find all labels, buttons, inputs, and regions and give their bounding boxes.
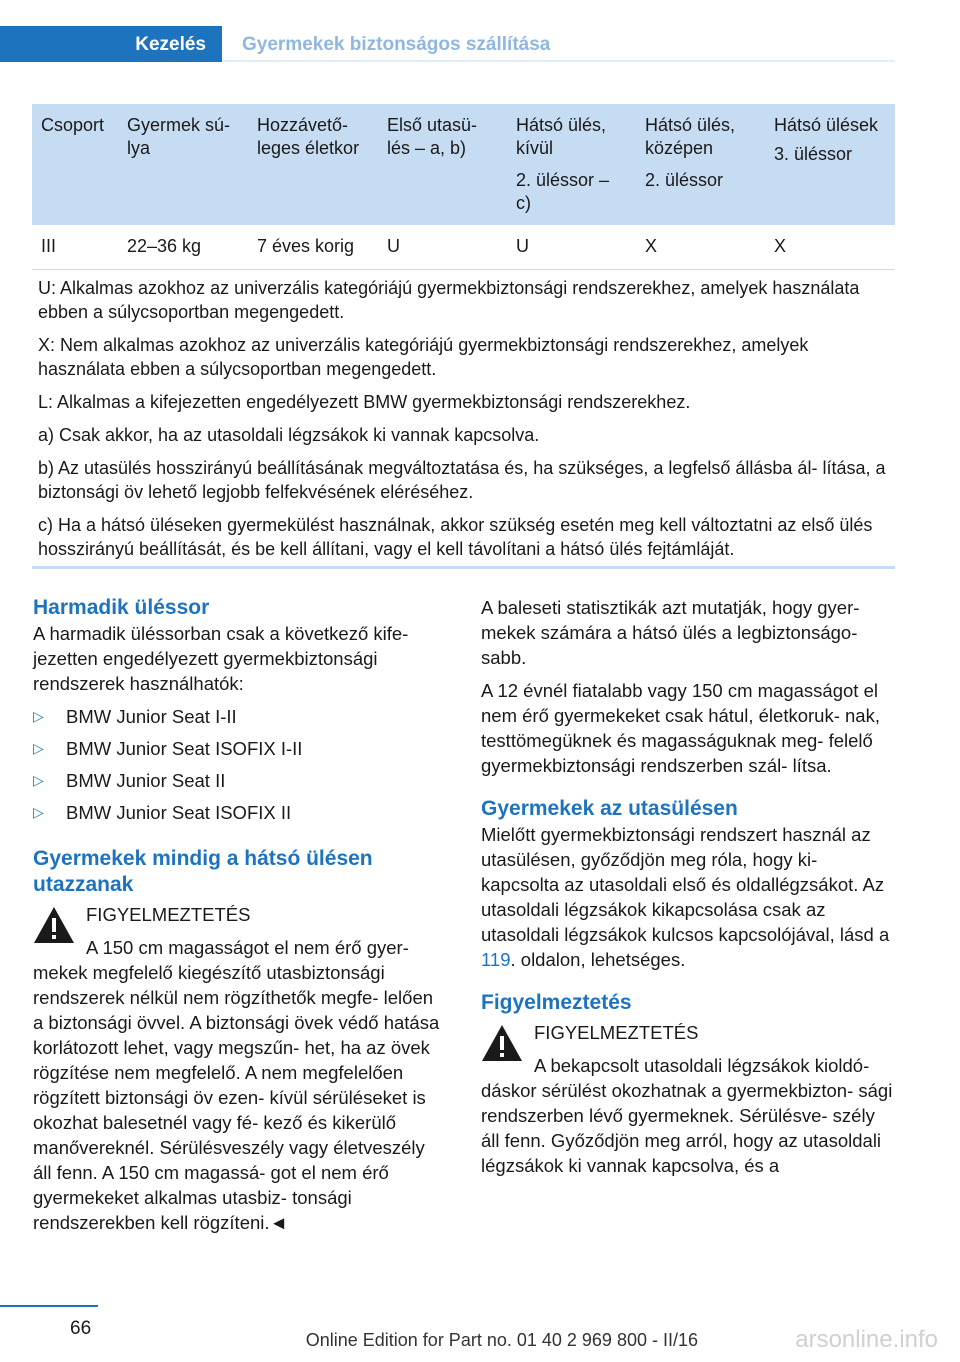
header-text: Gyermek sú‐ lya — [127, 115, 231, 158]
table-cell: X — [765, 225, 895, 270]
page-header — [0, 26, 895, 62]
section-heading: Harmadik üléssor — [33, 596, 210, 619]
paragraph: A 12 évnél fiatalabb vagy 150 cm magasságot el nem érő gyermekeket csak hátul, életkoruk‐ nak, testtömegüknek és magasságuknak meg‐ felelő gyermekbiztonsági rendszerben szál‐ lítsa. — [481, 680, 880, 776]
table-cell: 22–36 kg — [118, 225, 248, 270]
section-tab — [0, 26, 222, 62]
triangle-bullet-icon: ▷ — [33, 772, 44, 788]
table-header-cell — [118, 104, 248, 225]
table-note: L: Alkalmas a kifejezetten engedélyezett BMW gyermekbiztonsági rendszerekhez. — [38, 392, 691, 412]
warning-body: mekek megfelelő kiegészítő utasbiztonsági rendszerek nélkül nem rögzíthetők megfe‐ lelően a biztonsági övvel. A biztonsági övek védő hatása korlátozott lehet, vagy megszűn‐ het, ha az övek rögzítése nem megfelelő. A nem megfelelően rögzített biztonsági öv ezen‐ kívül sérüléseket is okozhat balesetnél vagy fé‐ kező és kikerülő manővereknél. Sérülésveszély vagy életveszély áll fenn. A 150 cm magassá‐ got el nem érő gyermekeket alkalmas utasbiz‐ tonsági rendszerekben kell rögzíteni. — [33, 962, 440, 1233]
paragraph-text: . oldalon, lehetséges. — [510, 949, 686, 970]
section-heading: Figyelmeztetés — [481, 991, 632, 1014]
page-number-rule — [0, 1305, 98, 1307]
warning-first-line: A 150 cm magasságot el nem érő gyer‐ — [86, 937, 409, 958]
table-note: b) Az utasülés hosszirányú beállításának megváltoztatása és, ha szükséges, a legfelső állásba ál‐ lítása, a biztonsági öv lehető legjobb felfekvésének eléréséhez. — [38, 458, 886, 502]
warning-triangle-icon — [481, 1024, 523, 1062]
warning-block — [33, 902, 448, 1235]
triangle-bullet-icon: ▷ — [33, 740, 44, 756]
page-number: 66 — [70, 1318, 92, 1339]
divider — [32, 566, 895, 569]
table-note: X: Nem alkalmas azokhoz az univerzális kategóriájú gyermekbiztonsági rendszerekhez, amelyek használata ebben a súlycsoportban megengedett. — [38, 335, 809, 379]
table-notes — [38, 276, 890, 570]
left-column — [33, 595, 448, 1235]
list-item — [33, 768, 448, 800]
table-header-cell — [636, 104, 765, 225]
paragraph-text: Mielőtt gyermekbiztonsági rendszert használ az utasülésen, győződjön meg róla, hogy ki‐ kapcsolta az utasoldali első és oldallégzsákot. Az utasoldali légzsákok kikapcsolása csak az utasoldali légzsákok kulcsos kapcsolójával, lásd a — [481, 824, 890, 945]
page-reference-link[interactable]: 119 — [481, 949, 511, 970]
header-text: Hozzávető‐ leges életkor — [257, 115, 360, 158]
end-mark: ◄ — [269, 1212, 288, 1233]
list-item — [33, 800, 448, 832]
table-header-cell — [248, 104, 378, 225]
list-item-text: BMW Junior Seat I-II — [66, 706, 237, 727]
table-header-row — [32, 104, 895, 225]
section-label: Kezelés — [135, 34, 206, 55]
header-subtext: 2. üléssor – c) — [516, 170, 610, 213]
table-header-cell — [507, 104, 636, 225]
subsection-label: Gyermekek biztonságos szállítása — [242, 34, 551, 55]
watermark: arsonline.info — [795, 1326, 938, 1353]
table-header-cell — [32, 104, 118, 225]
warning-title: FIGYELMEZTETÉS — [534, 1022, 699, 1043]
list-item-text: BMW Junior Seat ISOFIX I-II — [66, 738, 303, 759]
list-item-text: BMW Junior Seat ISOFIX II — [66, 802, 292, 823]
table-note: a) Csak akkor, ha az utasoldali légzsákok ki vannak kapcsolva. — [38, 425, 540, 445]
header-text: Hátsó ülés, középen — [645, 115, 736, 158]
header-subtext: 2. üléssor — [645, 170, 724, 190]
header-text: Hátsó ülések — [774, 115, 879, 135]
table-header-cell — [765, 104, 895, 225]
table-note: c) Ha a hátsó üléseken gyermekülést használnak, akkor szükség esetén meg kell változtatni az első ülés hosszirányú beállítását, és be kell állítani, vagy el kell távolítani a hátsó ülés fejtámláját. — [38, 515, 873, 559]
paragraph: A baleseti statisztikák azt mutatják, hogy gyer‐ mekek számára a hátsó ülés a legbiztonságo‐ sabb. — [481, 597, 860, 668]
triangle-bullet-icon: ▷ — [33, 804, 44, 820]
section-heading: Gyermekek mindig a hátsó ülésen utazzanak — [33, 847, 373, 896]
warning-text — [33, 960, 448, 1235]
warning-first-line: A bekapcsolt utasoldali légzsákok kioldó‐ — [534, 1055, 870, 1076]
table-cell: 7 éves korig — [248, 225, 378, 270]
table-header-cell — [378, 104, 507, 225]
table-cell: X — [636, 225, 765, 270]
child-seat-table — [32, 104, 895, 270]
section-heading: Gyermekek az utasülésen — [481, 797, 738, 820]
table-note: U: Alkalmas azokhoz az univerzális kategóriájú gyermekbiztonsági rendszerekhez, amelyek használata ebben a súlycsoportban megengedett. — [38, 278, 860, 322]
triangle-bullet-icon: ▷ — [33, 708, 44, 724]
warning-text: dáskor sérülést okozhatnak a gyermekbizton‐ sági rendszerben lévő gyermeknek. Sérülésve‐ szély áll fenn. Győződjön meg arról, hogy az utasoldali légzsákok ki vannak kapcsolva, és a — [481, 1080, 893, 1176]
edition-footer: Online Edition for Part no. 01 40 2 969 800 - II/16 — [305, 1330, 698, 1350]
seat-list — [33, 704, 448, 832]
warning-title: FIGYELMEZTETÉS — [86, 904, 251, 925]
list-item — [33, 736, 448, 768]
header-text: Hátsó ülés, kívül — [516, 115, 607, 158]
warning-block — [481, 1020, 895, 1178]
list-item — [33, 704, 448, 736]
header-subtext: 3. üléssor — [774, 144, 853, 164]
header-text: Csoport — [41, 115, 105, 135]
table-cell: III — [32, 225, 118, 270]
paragraph — [481, 822, 895, 972]
list-item-text: BMW Junior Seat II — [66, 770, 226, 791]
header-text: Első utasü‐ lés – a, b) — [387, 115, 478, 158]
table-row — [32, 225, 895, 270]
paragraph: A harmadik üléssorban csak a következő kife‐ jezetten engedélyezett gyermekbiztonsági rendszerek használhatók: — [33, 623, 409, 694]
table-cell: U — [507, 225, 636, 270]
table-cell: U — [378, 225, 507, 270]
right-column — [481, 595, 895, 1178]
warning-triangle-icon — [33, 906, 75, 944]
